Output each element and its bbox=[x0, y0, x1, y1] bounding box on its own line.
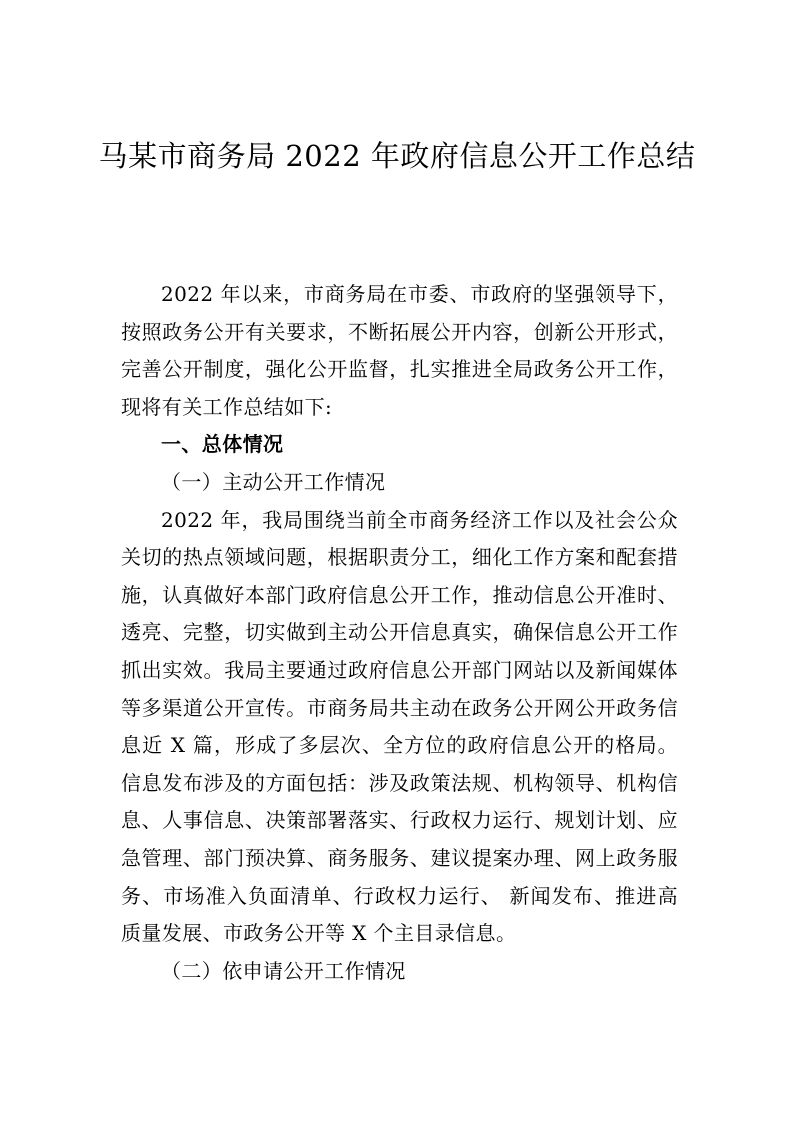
intro-paragraph: 2022 年以来，市商务局在市委、市政府的坚强领导下，按照政务公开有关要求，不断拓展公开内容，创新公开形式，完善公开制度，强化公开监督，扎实推进全局政务公开工作，现将有关工作总结如下: bbox=[121, 282, 678, 419]
document-title: 马某市商务局 2022 年政府信息公开工作总结 bbox=[98, 139, 696, 173]
document-body bbox=[121, 276, 678, 990]
section-heading-overall: 一、总体情况 bbox=[161, 432, 284, 457]
subsection-heading-on-request: （二）依申请公开工作情况 bbox=[161, 958, 406, 983]
proactive-disclosure-paragraph: 2022 年，我局围绕当前全市商务经济工作以及社会公众关切的热点领域问题，根据职责分工，细化工作方案和配套措施，认真做好本部门政府信息公开工作，推动信息公开准时、透亮、完整，切实做到主动公开信息真实，确保信息公开工作抓出实效。我局主要通过政府信息公开部门网站以及新闻媒体等多渠道公开宣传。市商务局共主动在政务公开网公开政务信息近 X 篇，形成了多层次、全方位的政府信息公开的格局。信息发布涉及的方面包括：涉及政策法规、机构领导、机构信息、人事信息、决策部署落实、行政权力运行、规划计划、应急管理、部门预决算、商务服务、建议提案办理、网上政务服务、市场准入负面清单、行政权力运行、 新闻发布、推进高质量发展、市政务公开等 X 个主目录信息。 bbox=[121, 507, 678, 946]
subsection-heading-proactive: （一）主动公开工作情况 bbox=[161, 469, 386, 494]
